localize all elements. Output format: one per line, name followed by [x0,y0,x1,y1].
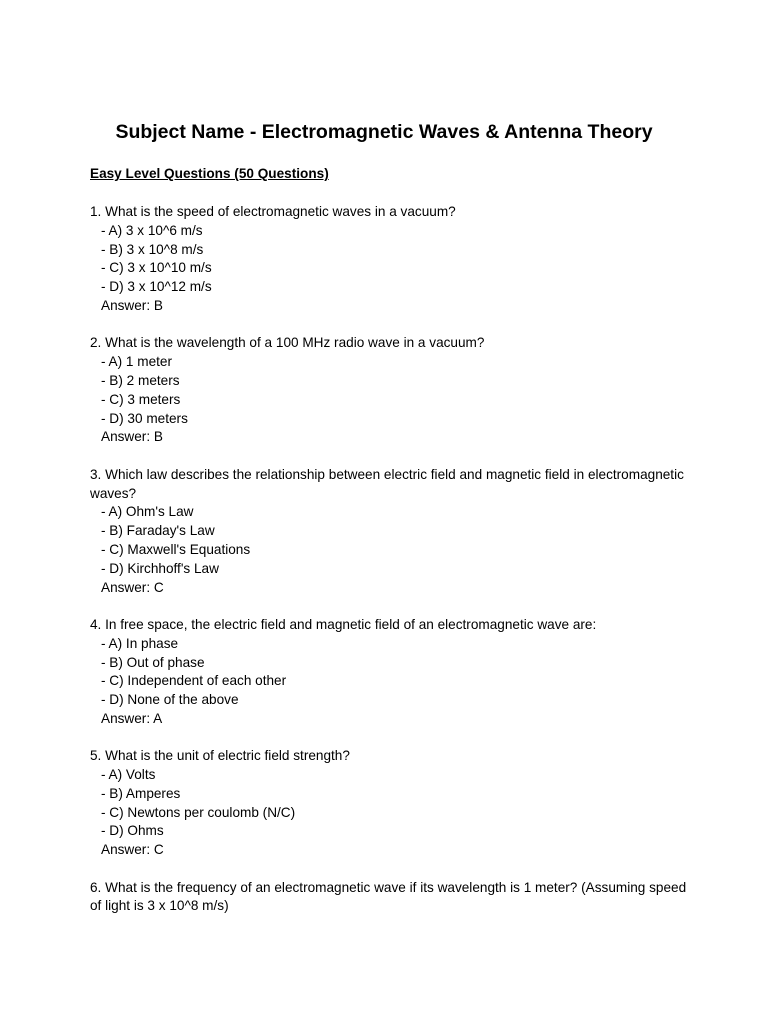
question-text: 6. What is the frequency of an electromagnetic wave if its wavelength is 1 meter? (Assuming speed of light is 3 x 10^8 m/s) [90,879,687,914]
section-heading: Easy Level Questions (50 Questions) [90,166,329,181]
question-item [90,466,690,598]
question-text: 3. Which law describes the relationship between electric field and magnetic field in electromagnetic waves? [90,466,684,501]
question-item [90,747,690,860]
answer-option: - A) Ohm's Law [101,504,194,520]
answer-option: - A) 1 meter [101,354,173,370]
answer-option: - D) 30 meters [101,410,188,426]
question-text: 5. What is the unit of electric field strength? [90,748,350,764]
correct-answer: Answer: B [101,429,163,445]
answer-option: - B) 2 meters [101,372,180,388]
question-item [90,616,690,729]
question-text: 1. What is the speed of electromagnetic waves in a vacuum? [90,204,456,219]
answer-option: - D) None of the above [101,692,239,708]
correct-answer: Answer: C [101,579,164,595]
question-text: 2. What is the wavelength of a 100 MHz radio wave in a vacuum? [90,335,485,351]
answer-option: - B) Out of phase [101,654,205,670]
answer-option: - A) Volts [101,767,156,783]
answer-option: - C) Newtons per coulomb (N/C) [101,804,296,820]
question-list [90,203,690,935]
answer-option: - B) 3 x 10^8 m/s [101,241,204,257]
answer-option: - C) Independent of each other [101,673,287,689]
answer-option: - A) 3 x 10^6 m/s [101,222,203,238]
answer-option: - C) 3 x 10^10 m/s [101,260,212,276]
question-text: 4. In free space, the electric field and magnetic field of an electromagnetic wave are: [90,616,597,632]
answer-option: - D) 3 x 10^12 m/s [101,279,212,295]
answer-option: - C) 3 meters [101,391,181,407]
answer-option: - C) Maxwell's Equations [101,541,251,557]
question-item [90,879,690,917]
answer-option: - B) Faraday's Law [101,523,215,539]
answer-option: - D) Kirchhoff's Law [101,560,219,576]
page-title: Subject Name - Electromagnetic Waves & Antenna Theory [115,121,653,143]
answer-option: - A) In phase [101,635,179,651]
question-item [90,334,690,447]
answer-option: - D) Ohms [101,823,164,839]
correct-answer: Answer: C [101,842,164,858]
question-item [90,203,690,316]
correct-answer: Answer: B [101,297,163,313]
correct-answer: Answer: A [101,710,163,726]
answer-option: - B) Amperes [101,785,181,801]
